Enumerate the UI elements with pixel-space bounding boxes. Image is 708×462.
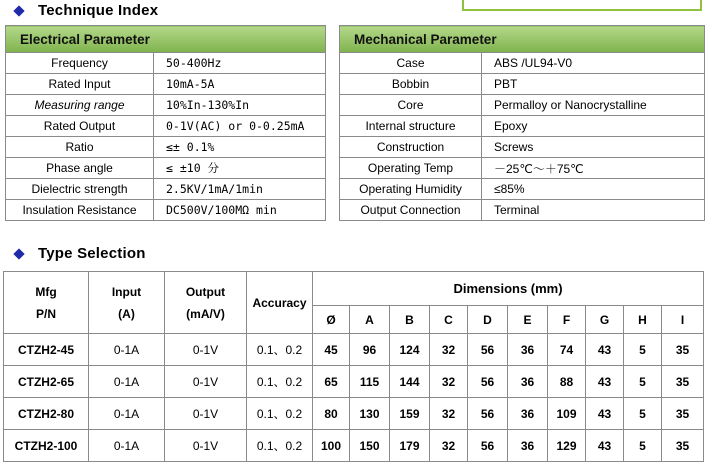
- param-key: Bobbin: [340, 74, 482, 95]
- dim-col-header: I: [662, 306, 704, 334]
- dimension-cell: 150: [350, 430, 390, 462]
- diamond-bullet-icon: [13, 5, 24, 16]
- dimension-cell: 179: [390, 430, 430, 462]
- param-key: Core: [340, 95, 482, 116]
- mechanical-parameter-table: [339, 25, 705, 221]
- dimension-cell: 36: [508, 366, 548, 398]
- param-key: Dielectric strength: [6, 179, 154, 200]
- table-row: [340, 95, 705, 116]
- section-title: Technique Index: [38, 2, 159, 19]
- dimension-cell: 5: [624, 334, 662, 366]
- table-row: [340, 200, 705, 221]
- technique-index-header: [12, 2, 158, 19]
- diamond-bullet-icon: [13, 248, 24, 259]
- input-cell: 0-1A: [89, 430, 165, 462]
- accuracy-cell: 0.1、0.2: [247, 334, 313, 366]
- table-row: [6, 74, 326, 95]
- dimension-cell: 45: [313, 334, 350, 366]
- dimension-cell: 74: [548, 334, 586, 366]
- input-header: Input (A): [89, 272, 165, 334]
- dimension-cell: 56: [468, 398, 508, 430]
- table-row: [340, 158, 705, 179]
- dim-col-header: D: [468, 306, 508, 334]
- table-row: [6, 158, 326, 179]
- table-row: [4, 430, 704, 462]
- dim-col-header: Ø: [313, 306, 350, 334]
- param-value: DC500V/100MΩ min: [154, 200, 326, 221]
- param-key: Case: [340, 53, 482, 74]
- dimension-cell: 65: [313, 366, 350, 398]
- table-row: [340, 116, 705, 137]
- param-value: ≤85%: [482, 179, 705, 200]
- mfg-pn-header: Mfg P/N: [4, 272, 89, 334]
- dimension-cell: 100: [313, 430, 350, 462]
- param-value: Terminal: [482, 200, 705, 221]
- dim-col-header: E: [508, 306, 548, 334]
- part-number-cell: CTZH2-100: [4, 430, 89, 462]
- table-row: [6, 53, 326, 74]
- param-value: 50-400Hz: [154, 53, 326, 74]
- param-key: Operating Humidity: [340, 179, 482, 200]
- dimension-cell: 43: [586, 366, 624, 398]
- accuracy-cell: 0.1、0.2: [247, 430, 313, 462]
- param-value: PBT: [482, 74, 705, 95]
- param-value: 10mA-5A: [154, 74, 326, 95]
- dimension-cell: 32: [430, 366, 468, 398]
- dimension-cell: 115: [350, 366, 390, 398]
- param-key: Internal structure: [340, 116, 482, 137]
- output-cell: 0-1V: [165, 366, 247, 398]
- dimension-cell: 56: [468, 366, 508, 398]
- dimension-cell: 88: [548, 366, 586, 398]
- dimension-cell: 96: [350, 334, 390, 366]
- dim-col-header: B: [390, 306, 430, 334]
- dimension-cell: 43: [586, 430, 624, 462]
- table-row: [340, 74, 705, 95]
- param-key: Ratio: [6, 137, 154, 158]
- param-key: Output Connection: [340, 200, 482, 221]
- input-cell: 0-1A: [89, 334, 165, 366]
- table-row: [4, 334, 704, 366]
- table-row: [4, 398, 704, 430]
- output-header: Output (mA/V): [165, 272, 247, 334]
- param-value: ≤ ±10 分: [154, 158, 326, 179]
- dimension-cell: 109: [548, 398, 586, 430]
- dimension-cell: 144: [390, 366, 430, 398]
- electrical-parameter-table: [5, 25, 326, 221]
- table-row: [340, 179, 705, 200]
- param-key: Measuring range: [6, 95, 154, 116]
- param-value: Permalloy or Nanocrystalline: [482, 95, 705, 116]
- param-key: Construction: [340, 137, 482, 158]
- dimension-cell: 43: [586, 334, 624, 366]
- param-key: Rated Input: [6, 74, 154, 95]
- dimension-cell: 5: [624, 366, 662, 398]
- table-row: [4, 366, 704, 398]
- input-cell: 0-1A: [89, 366, 165, 398]
- param-value: ABS /UL94-V0: [482, 53, 705, 74]
- table-row: [6, 137, 326, 158]
- dimension-cell: 36: [508, 398, 548, 430]
- dimension-cell: 5: [624, 398, 662, 430]
- dimension-cell: 35: [662, 398, 704, 430]
- dimension-cell: 80: [313, 398, 350, 430]
- dimension-cell: 129: [548, 430, 586, 462]
- dimension-cell: 35: [662, 430, 704, 462]
- output-cell: 0-1V: [165, 398, 247, 430]
- dim-col-header: H: [624, 306, 662, 334]
- dimension-cell: 159: [390, 398, 430, 430]
- param-value: ≤± 0.1%: [154, 137, 326, 158]
- param-value: 10%In-130%In: [154, 95, 326, 116]
- accuracy-header: Accuracy: [247, 272, 313, 334]
- dimension-cell: 5: [624, 430, 662, 462]
- dim-col-header: C: [430, 306, 468, 334]
- dimension-cell: 124: [390, 334, 430, 366]
- section-title: Type Selection: [38, 245, 146, 262]
- type-selection-header: [12, 245, 146, 262]
- part-number-cell: CTZH2-80: [4, 398, 89, 430]
- table-row: [6, 200, 326, 221]
- table-row: [6, 179, 326, 200]
- accuracy-cell: 0.1、0.2: [247, 366, 313, 398]
- part-number-cell: CTZH2-65: [4, 366, 89, 398]
- param-key: Insulation Resistance: [6, 200, 154, 221]
- dimension-cell: 32: [430, 334, 468, 366]
- dimension-cell: 56: [468, 430, 508, 462]
- mechanical-header: Mechanical Parameter: [340, 26, 705, 53]
- table-row: [340, 137, 705, 158]
- part-number-cell: CTZH2-45: [4, 334, 89, 366]
- dimension-cell: 35: [662, 334, 704, 366]
- green-frame-decoration: [462, 0, 702, 11]
- input-cell: 0-1A: [89, 398, 165, 430]
- param-key: Frequency: [6, 53, 154, 74]
- param-value: Screws: [482, 137, 705, 158]
- table-row: [6, 116, 326, 137]
- dimension-cell: 36: [508, 430, 548, 462]
- table-row: [6, 95, 326, 116]
- dim-col-header: F: [548, 306, 586, 334]
- output-cell: 0-1V: [165, 430, 247, 462]
- table-row: [340, 53, 705, 74]
- dimension-cell: 36: [508, 334, 548, 366]
- dimensions-header: Dimensions (mm): [313, 272, 704, 306]
- dimension-cell: 130: [350, 398, 390, 430]
- param-key: Rated Output: [6, 116, 154, 137]
- param-value: Epoxy: [482, 116, 705, 137]
- param-value: －25℃～＋75℃: [482, 158, 705, 179]
- param-key: Operating Temp: [340, 158, 482, 179]
- dim-col-header: A: [350, 306, 390, 334]
- dimension-cell: 35: [662, 366, 704, 398]
- dimension-cell: 32: [430, 430, 468, 462]
- dimension-cell: 56: [468, 334, 508, 366]
- dimension-cell: 43: [586, 398, 624, 430]
- dim-col-header: G: [586, 306, 624, 334]
- output-cell: 0-1V: [165, 334, 247, 366]
- param-value: 0-1V(AC) or 0-0.25mA: [154, 116, 326, 137]
- param-value: 2.5KV/1mA/1min: [154, 179, 326, 200]
- electrical-header: Electrical Parameter: [6, 26, 326, 53]
- param-key: Phase angle: [6, 158, 154, 179]
- accuracy-cell: 0.1、0.2: [247, 398, 313, 430]
- type-selection-table: [3, 271, 704, 462]
- dimension-cell: 32: [430, 398, 468, 430]
